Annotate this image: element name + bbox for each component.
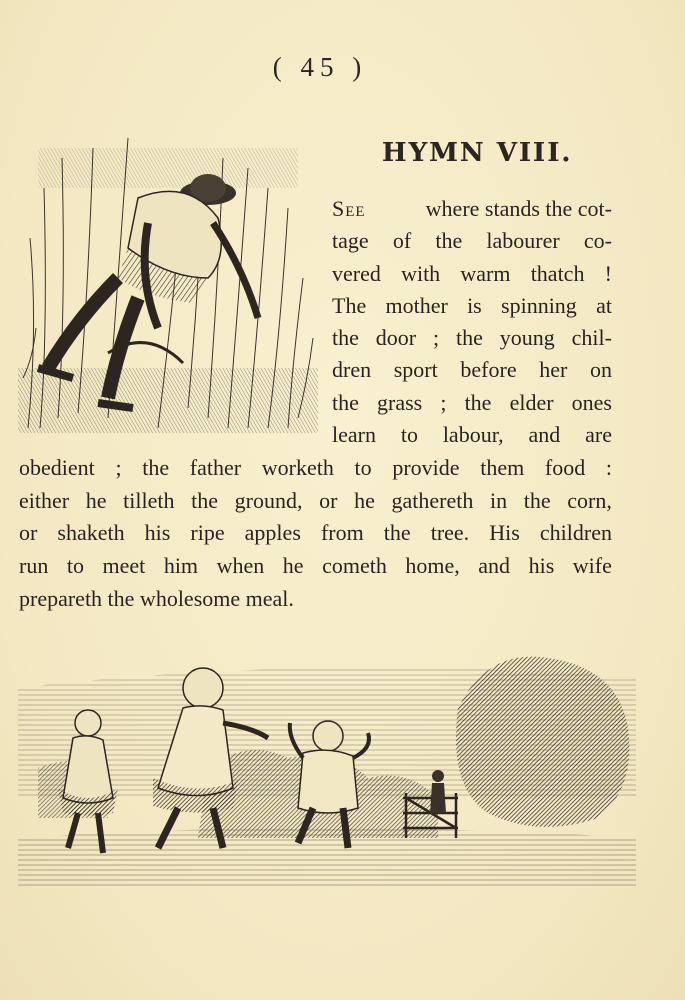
word: obedient [19,455,95,480]
word: apples [244,520,301,545]
word: her [539,357,568,382]
text-line-12 [19,553,612,579]
word: cometh [322,553,387,578]
word: corn, [567,488,612,513]
word: the [435,228,463,253]
word: labour, [442,422,504,447]
word: he [85,488,107,513]
word: shaketh [57,520,125,545]
word: either [19,488,70,513]
word: thatch [530,261,585,286]
word: or [19,520,38,545]
word: ground, [234,488,303,513]
word: to [354,455,372,480]
word: ripe [190,520,225,545]
word: when [216,553,265,578]
word: ! [604,261,612,286]
drop-word: See [332,196,366,221]
word: the [332,325,359,350]
word: or [319,488,338,513]
word: to [400,422,418,447]
word: sport [393,357,438,382]
children-engraving [18,648,636,888]
word: learn [332,422,376,447]
word: before [460,357,517,382]
labourer-engraving [18,128,318,433]
word: gathereth [391,488,474,513]
word: tree. [430,520,470,545]
word: young [499,325,555,350]
text-line-2 [332,228,612,254]
word: at [596,293,612,318]
word: labourer [486,228,560,253]
text-line-5 [332,325,612,351]
text-line-4 [332,293,612,319]
word: co- [583,228,612,253]
word: elder [509,390,554,415]
word: worketh [261,455,334,480]
word: with [401,261,441,286]
word: run [19,553,49,578]
word: ; [440,390,447,415]
word: vered [332,261,381,286]
word: : [605,455,612,480]
word: his [528,553,555,578]
word: food [544,455,586,480]
text-line-7 [332,390,612,416]
word: are [585,422,612,447]
word: them [480,455,525,480]
word: and [478,553,511,578]
word: on [590,357,612,382]
text-line-13: prepareth the wholesome meal. [19,586,294,611]
hymn-title: HYMN VIII. [382,138,573,168]
word: wife [572,553,612,578]
word: chil- [571,325,612,350]
word: dren [332,357,372,382]
text-line-10 [19,488,612,514]
word: in [489,488,508,513]
word: the [191,488,218,513]
word: tage [332,228,369,253]
word: he [354,488,375,513]
word: provide [392,455,460,480]
text-line-8 [332,422,612,448]
word: the [464,390,492,415]
word: the [523,488,551,513]
word: the [142,455,170,480]
text-line-11 [19,520,612,546]
text-line-6 [332,357,612,383]
word: mother [385,293,448,318]
word: meet [102,553,146,578]
text-line-1 [332,196,612,222]
page-number: ( 45 ) [272,52,368,82]
word: His [489,520,520,545]
word: and [528,422,561,447]
word: the [332,390,359,415]
text-line-1-rest: where stands the cot- [425,196,612,221]
word: spinning [501,293,577,318]
word: grass [377,390,423,415]
word: ; [115,455,122,480]
word: the [455,325,483,350]
word: him [163,553,199,578]
word: ; [432,325,440,350]
word: from [320,520,364,545]
word: ones [571,390,612,415]
word: father [189,455,242,480]
word: door [375,325,417,350]
text-line-3 [332,261,612,287]
word: The [332,293,367,318]
word: warm [460,261,511,286]
word: tilleth [123,488,175,513]
text-line-9 [19,455,612,481]
word: the [383,520,411,545]
word: children [539,520,612,545]
word: he [282,553,304,578]
word: home, [405,553,460,578]
word: to [66,553,84,578]
word: his [144,520,171,545]
word: of [392,228,412,253]
word: is [467,293,482,318]
